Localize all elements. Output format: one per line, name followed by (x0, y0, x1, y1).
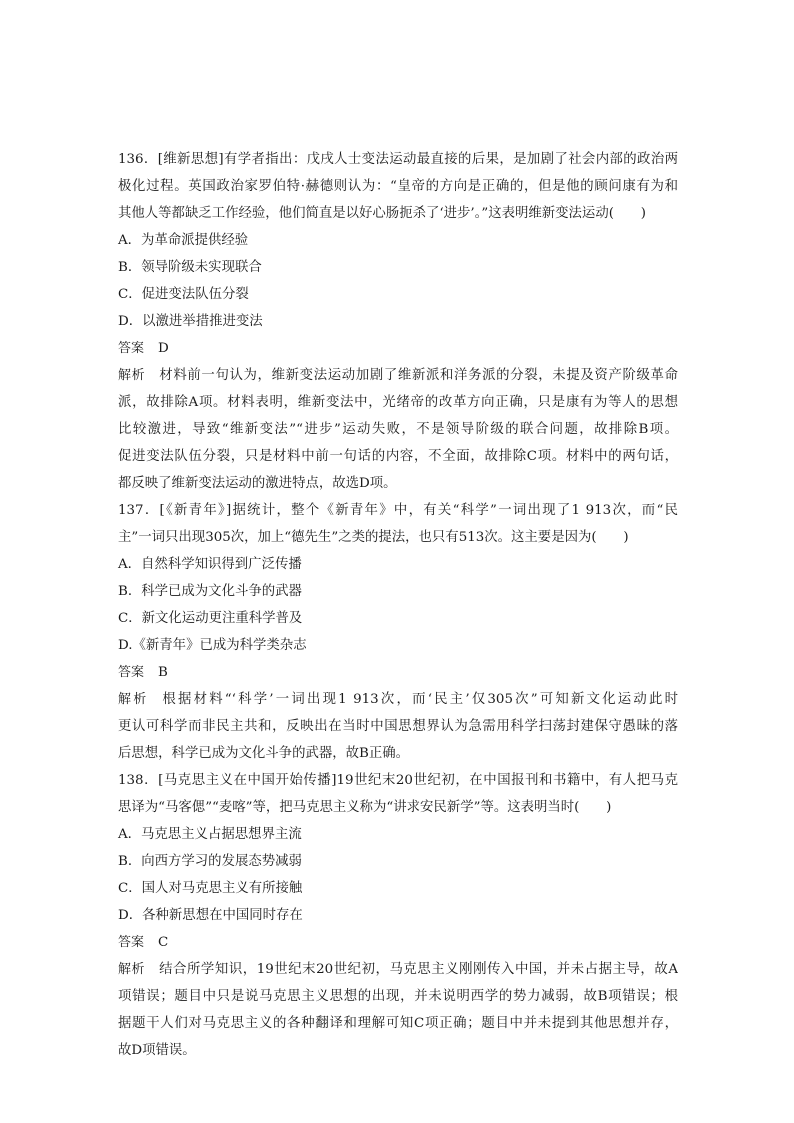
explanation-line: 后思想，科学已成为文化斗争的武器，故B正确。 (118, 746, 410, 761)
option-d: D．以激进举措推进变法 (118, 314, 263, 329)
question-stem-line: 其他人等都缺乏工作经验，他们简直是以好心肠扼杀了‘进步’。”这表明维新变法运动( ) (118, 206, 646, 221)
answer-row (118, 659, 678, 686)
option-c: C．新文化运动更注重科学普及 (118, 611, 303, 626)
answer-row (118, 335, 678, 362)
answer-label: 答案 (118, 665, 145, 680)
option-a: A．马克思主义占据思想界主流 (118, 827, 302, 842)
question-136 (118, 146, 678, 497)
answer-value: D (158, 341, 169, 356)
answer-row (118, 929, 678, 956)
question-stem-line: 主”一词只出现305次，加上“德先生”之类的提法，也只有513次。这主要是因为( ) (118, 530, 629, 545)
question-list (118, 146, 678, 1064)
option-c: C．促进变法队伍分裂 (118, 287, 249, 302)
explanation-line: 故D项错误。 (118, 1043, 196, 1058)
explanation (118, 686, 678, 767)
explanation-line: 根据材料“‘科学’一词出现1 913次，而‘民主’仅305次”可知新文化运动此时 (162, 692, 678, 707)
explanation (118, 362, 678, 497)
option-a: A．为革命派提供经验 (118, 233, 249, 248)
answer-value: C (158, 935, 169, 950)
question-138 (118, 767, 678, 1064)
explanation-label: 解析 (118, 368, 146, 383)
answer-label: 答案 (118, 341, 145, 356)
explanation-line: 结合所学知识，19世纪末20世纪初，马克思主义刚刚传入中国，并未占据主导，故A (159, 962, 678, 977)
explanation-line: 项错误；题目中只是说马克思主义思想的出现，并未说明西学的势力减弱，故B项错误；根 (118, 989, 678, 1004)
question-stem-line: 138．[马克思主义在中国开始传播]19世纪末20世纪初，在中国报刊和书籍中，有人把马克 (118, 773, 678, 788)
option-d: D.《新青年》已成为科学类杂志 (118, 638, 307, 653)
option-b: B．科学已成为文化斗争的武器 (118, 584, 302, 599)
answer-value: B (158, 665, 168, 680)
explanation-line: 派，故排除A项。材料表明，维新变法中，光绪帝的改革方向正确，只是康有为等人的思想 (118, 395, 678, 410)
explanation-line: 促进变法队伍分裂，只是材料中前一句话的内容，不全面，故排除C项。材料中的两句话， (118, 449, 678, 464)
question-137 (118, 497, 678, 767)
explanation-line: 都反映了维新变法运动的激进特点，故选D项。 (118, 476, 397, 491)
option-c: C．国人对马克思主义有所接触 (118, 881, 303, 896)
answer-label: 答案 (118, 935, 145, 950)
explanation (118, 956, 678, 1064)
question-stem-line: 136．[维新思想]有学者指出：戊戌人士变法运动最直接的后果，是加剧了社会内部的政治两 (118, 152, 678, 167)
question-stem-line: 137．[《新青年》]据统计，整个《新青年》中，有关“科学”一词出现了1 913次，而“民 (118, 503, 678, 518)
explanation-label: 解析 (118, 692, 149, 707)
explanation-label: 解析 (118, 962, 146, 977)
question-stem-line: 思译为“马客偲”“麦喀”等，把马克思主义称为“讲求安民新学”等。这表明当时( ) (118, 800, 612, 815)
explanation-line: 材料前一句认为，维新变法运动加剧了维新派和洋务派的分裂，未提及资产阶级革命 (159, 368, 678, 383)
option-b: B．向西方学习的发展态势减弱 (118, 854, 302, 869)
option-a: A．自然科学知识得到广泛传播 (118, 557, 302, 572)
question-stem-line: 极化过程。英国政治家罗伯特·赫德则认为：“皇帝的方向是正确的，但是他的顾问康有为和 (118, 179, 678, 194)
option-b: B．领导阶级未实现联合 (118, 260, 262, 275)
explanation-line: 比较激进，导致“维新变法”“进步”运动失败，不是领导阶级的联合问题，故排除B项。 (118, 422, 678, 437)
explanation-line: 更认可科学而非民主共和，反映出在当时中国思想界认为急需用科学扫荡封建保守愚昧的落 (118, 719, 678, 734)
explanation-line: 据题干人们对马克思主义的各种翻译和理解可知C项正确；题目中并未提到其他思想并存， (118, 1016, 678, 1031)
option-d: D．各种新思想在中国同时存在 (118, 908, 303, 923)
